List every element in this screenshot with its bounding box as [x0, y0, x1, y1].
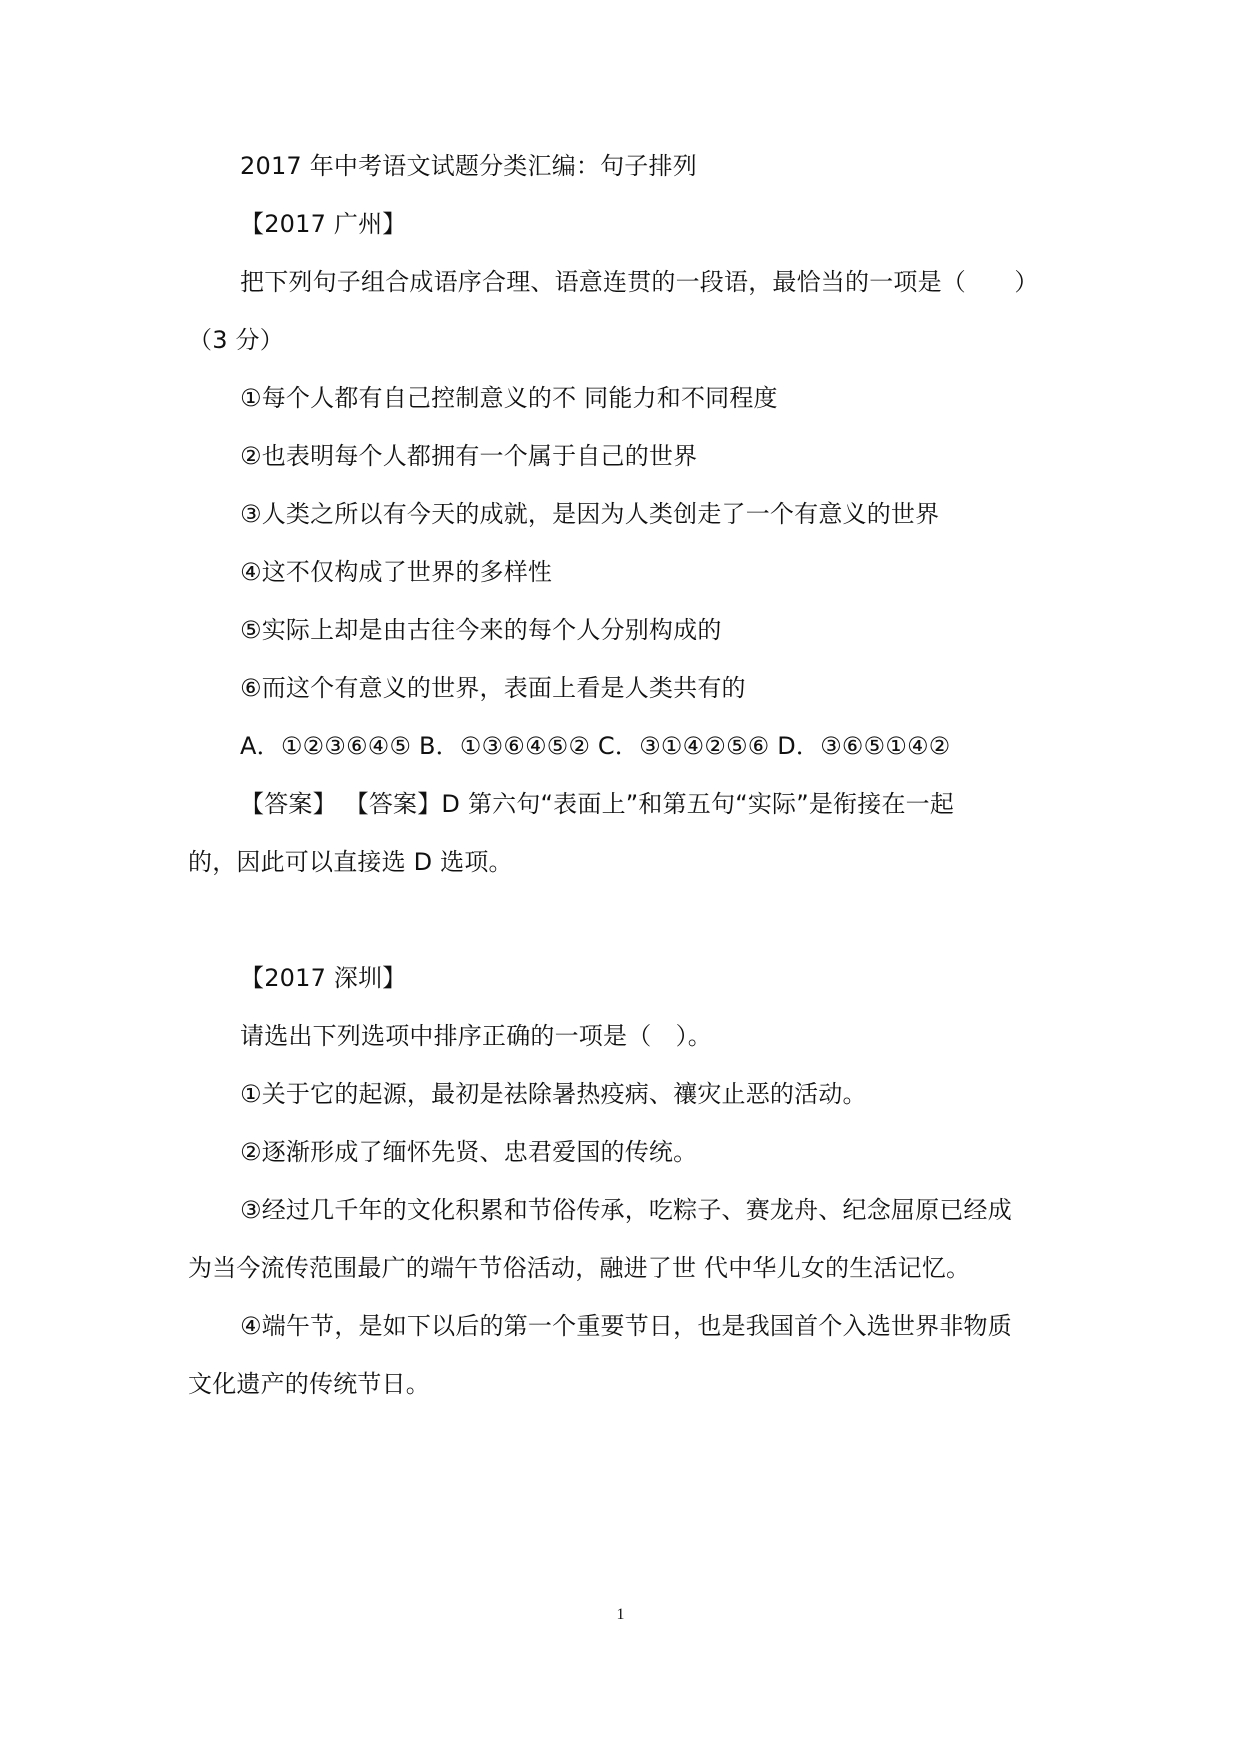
section-heading-guangzhou: 【2017 广州】	[240, 210, 407, 238]
page-number: 1	[616, 1606, 625, 1623]
section-heading-shenzhen: 【2017 深圳】	[240, 964, 407, 992]
answer-explanation: 【答案】 【答案】D 第六句“表面上”和第五句“实际”是衔接在一起	[240, 790, 955, 818]
question-score: （3 分）	[188, 326, 284, 354]
sentence-item-6: ⑥而这个有意义的世界，表面上看是人类共有的	[240, 674, 746, 702]
sentence-item-3: ③人类之所以有今天的成就，是因为人类创走了一个有意义的世界	[240, 500, 940, 528]
document-title: 2017 年中考语文试题分类汇编：句子排列	[240, 152, 697, 180]
sentence-item-1-shenzhen: ①关于它的起源，最初是祛除暑热疫病、禳灾止恶的活动。	[240, 1080, 867, 1108]
sentence-item-5: ⑤实际上却是由古往今来的每个人分别构成的	[240, 616, 722, 644]
answer-explanation-continued: 的，因此可以直接选 D 选项。	[188, 848, 513, 876]
sentence-item-1: ①每个人都有自己控制意义的不 同能力和不同程度	[240, 384, 778, 412]
sentence-item-3-continued: 为当今流传范围最广的端午节俗活动，融进了世 代中华儿女的生活记忆。	[188, 1254, 971, 1282]
sentence-item-2-shenzhen: ②逐渐形成了缅怀先贤、忠君爱国的传统。	[240, 1138, 698, 1166]
sentence-item-4-continued: 文化遗产的传统节日。	[188, 1370, 430, 1398]
sentence-item-4: ④这不仅构成了世界的多样性	[240, 558, 553, 586]
question-text-shenzhen: 请选出下列选项中排序正确的一项是（ ）。	[240, 1022, 712, 1050]
answer-options: A．①②③⑥④⑤ B．①③⑥④⑤② C．③①④②⑤⑥ D．③⑥⑤①④②	[240, 732, 951, 760]
sentence-item-4-shenzhen: ④端午节，是如下以后的第一个重要节日，也是我国首个入选世界非物质	[240, 1312, 1012, 1340]
question-text: 把下列句子组合成语序合理、语意连贯的一段语，最恰当的一项是（ ）	[240, 268, 1039, 296]
sentence-item-3-shenzhen: ③经过几千年的文化积累和节俗传承，吃粽子、赛龙舟、纪念屈原已经成	[240, 1196, 1012, 1224]
sentence-item-2: ②也表明每个人都拥有一个属于自己的世界	[240, 442, 698, 470]
